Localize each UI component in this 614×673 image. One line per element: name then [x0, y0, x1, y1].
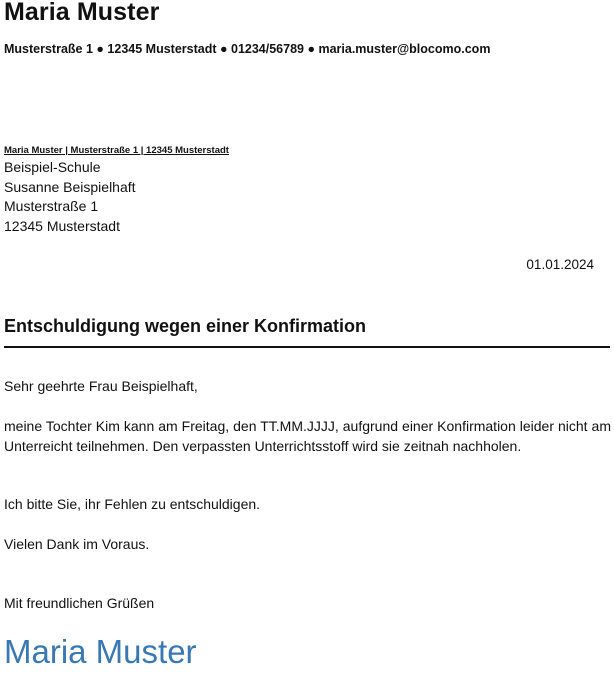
return-address-line: Maria Muster | Musterstraße 1 | 12345 Musterstadt — [4, 145, 229, 156]
recipient-line-name: Susanne Beispielhaft — [4, 178, 136, 195]
letter-subject: Entschuldigung wegen einer Konfirmation — [4, 316, 367, 336]
letter-salutation: Sehr geehrte Frau Beispielhaft, — [4, 378, 198, 394]
letter-closing: Mit freundlichen Grüßen — [4, 595, 155, 611]
subject-divider — [4, 346, 610, 348]
sender-name: Maria Muster — [4, 0, 160, 26]
letter-date: 01.01.2024 — [526, 257, 594, 272]
recipient-line-school: Beispiel-Schule — [4, 159, 101, 175]
letter-thanks: Vielen Dank im Voraus. — [4, 536, 150, 552]
signature: Maria Muster — [4, 633, 197, 670]
recipient-line-street: Musterstraße 1 — [4, 198, 99, 215]
recipient-address-block — [4, 158, 136, 237]
recipient-line-city: 12345 Musterstadt — [4, 218, 120, 235]
letter-request: Ich bitte Sie, ihr Fehlen zu entschuldigen. — [4, 496, 261, 512]
letter-body-paragraph: meine Tochter Kim kann am Freitag, den TT.MM.JJJJ, aufgrund einer Konfirmation leider nicht am Unterreicht teilnehmen. Den verpassten Unterrichtsstoff wird sie zeitnah nachholen. — [4, 418, 611, 454]
sender-contact-line: Musterstraße 1 ● 12345 Musterstadt ● 01234/56789 ● maria.muster@blocomo.com — [4, 42, 491, 56]
